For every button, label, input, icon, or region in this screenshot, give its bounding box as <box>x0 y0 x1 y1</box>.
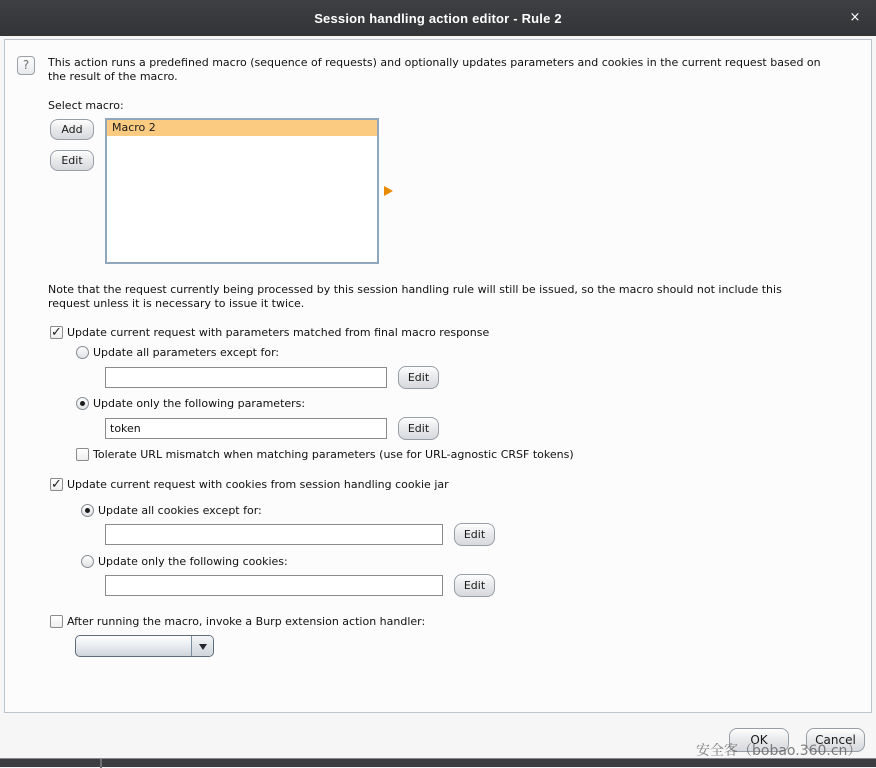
note-line2: request unless it is necessary to issue it twice. <box>48 297 305 310</box>
dialog-title: Session handling action editor - Rule 2 <box>314 10 562 26</box>
window-bottom-edge <box>0 758 876 767</box>
dialog-titlebar <box>0 0 876 36</box>
add-macro-button[interactable]: Add <box>50 119 94 140</box>
update-only-cookies-label: Update only the following cookies: <box>98 555 288 568</box>
invoke-extension-checkbox[interactable] <box>50 615 63 628</box>
invoke-extension-label: After running the macro, invoke a Burp extension action handler: <box>67 615 426 628</box>
only-cookies-field[interactable] <box>105 575 443 596</box>
ok-button[interactable]: OK <box>729 728 789 752</box>
description-line1: This action runs a predefined macro (sequence of requests) and optionally updates parameters and cookies in the current request based on <box>48 56 821 69</box>
extension-handler-dropdown[interactable] <box>75 635 214 657</box>
update-only-cookies-radio[interactable] <box>81 555 94 568</box>
help-icon[interactable]: ? <box>17 56 35 75</box>
tolerate-url-mismatch-label: Tolerate URL mismatch when matching parameters (use for URL-agnostic CRSF tokens) <box>93 448 574 461</box>
tolerate-url-mismatch-checkbox[interactable] <box>76 448 89 461</box>
update-parameters-label: Update current request with parameters matched from final macro response <box>67 326 490 339</box>
update-all-parameters-radio[interactable] <box>76 346 89 359</box>
watermark-text: 安全客（bobao.360.cn） <box>696 743 862 759</box>
update-all-cookies-label: Update all cookies except for: <box>98 504 262 517</box>
attention-arrow-icon <box>384 186 393 196</box>
update-cookies-label: Update current request with cookies from session handling cookie jar <box>67 478 449 491</box>
update-parameters-checkbox[interactable] <box>50 326 63 339</box>
update-cookies-checkbox[interactable] <box>50 478 63 491</box>
all-cookies-except-field[interactable] <box>105 524 443 545</box>
only-parameters-field[interactable] <box>105 418 387 439</box>
description-line2: the result of the macro. <box>48 70 178 83</box>
edit-macro-button[interactable]: Edit <box>50 150 94 171</box>
macro-list-item[interactable]: Macro 2 <box>107 120 377 136</box>
cancel-button[interactable]: Cancel <box>806 728 865 752</box>
edit-only-cookies-button[interactable]: Edit <box>454 574 495 597</box>
edit-only-parameters-button[interactable]: Edit <box>398 417 439 440</box>
chevron-down-icon <box>199 644 207 650</box>
update-all-cookies-radio[interactable] <box>81 504 94 517</box>
edit-cookies-except-button[interactable]: Edit <box>454 523 495 546</box>
macro-list[interactable] <box>105 118 379 264</box>
close-icon[interactable]: × <box>849 10 861 25</box>
dropdown-button[interactable] <box>191 636 213 656</box>
update-all-parameters-label: Update all parameters except for: <box>93 346 280 359</box>
update-only-parameters-label: Update only the following parameters: <box>93 397 306 410</box>
note-line1: Note that the request currently being processed by this session handling rule will still be issued, so the macro should not include this <box>48 283 782 296</box>
edit-parameters-except-button[interactable]: Edit <box>398 366 439 389</box>
update-only-parameters-radio[interactable] <box>76 397 89 410</box>
select-macro-label: Select macro: <box>48 99 124 112</box>
all-parameters-except-field[interactable] <box>105 367 387 388</box>
